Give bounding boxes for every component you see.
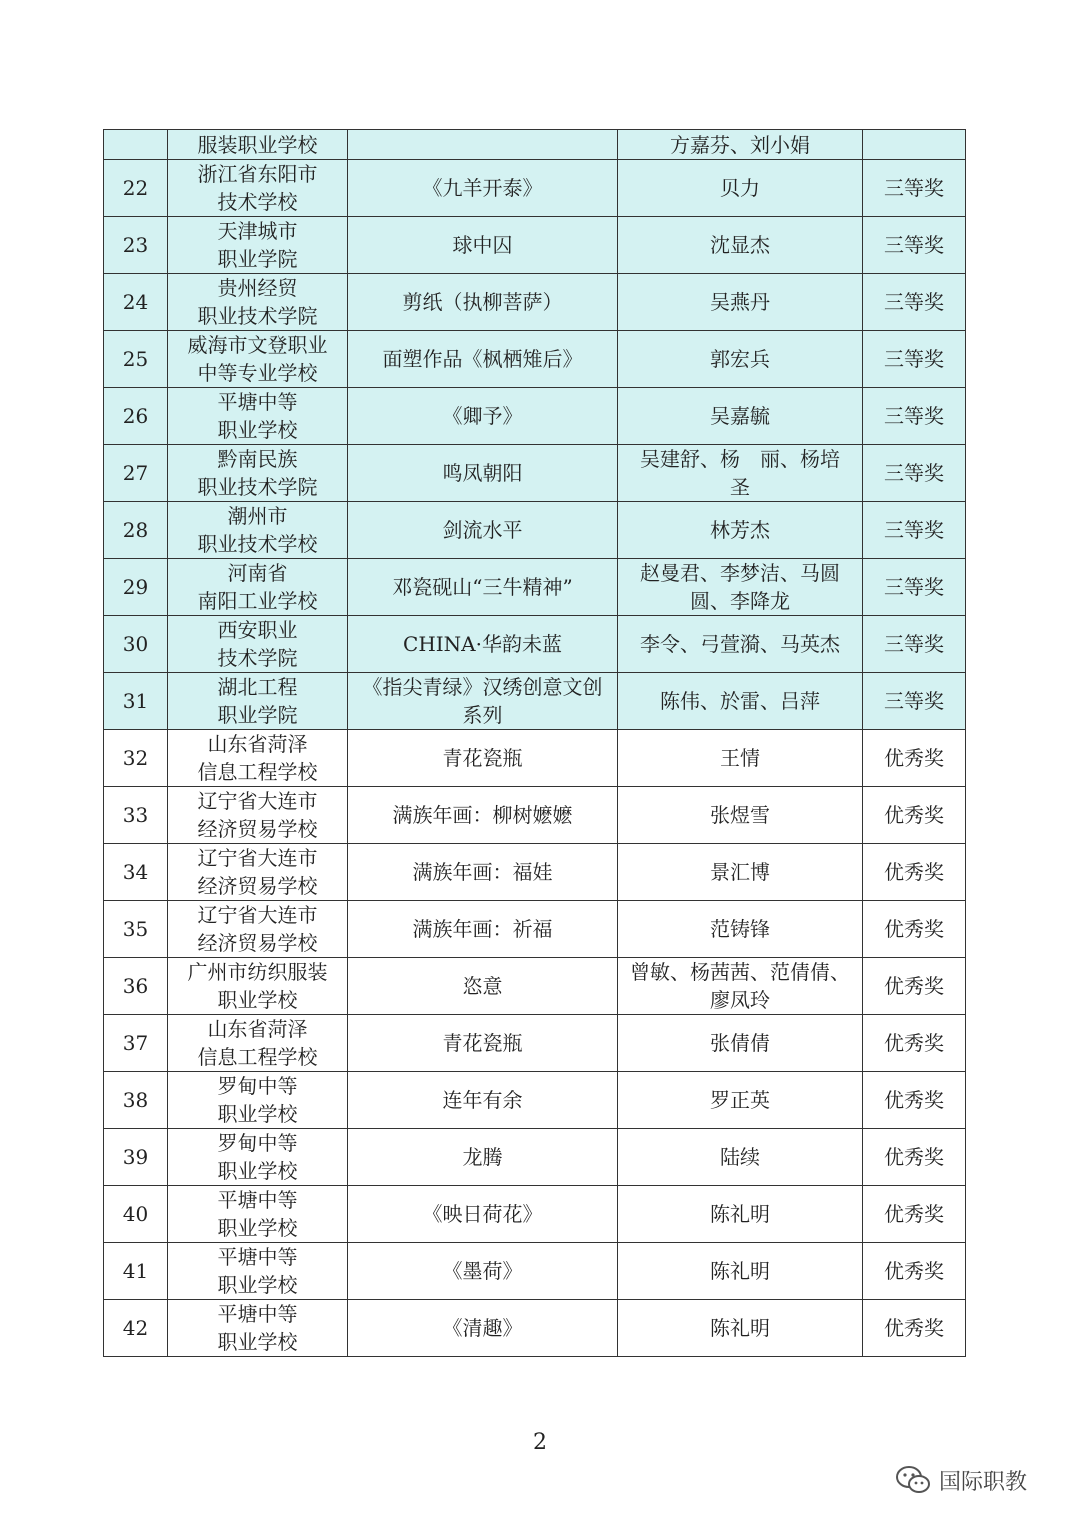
- awards-table: [103, 129, 966, 1357]
- table-row: [104, 730, 966, 787]
- cell-award: 三等奖: [863, 616, 966, 673]
- cell-school: 天津城市 职业学院: [168, 217, 348, 274]
- cell-award: 三等奖: [863, 445, 966, 502]
- cell-award: 三等奖: [863, 673, 966, 730]
- cell-school: 威海市文登职业 中等专业学校: [168, 331, 348, 388]
- cell-work: 满族年画：祈福: [348, 901, 618, 958]
- table-row: [104, 445, 966, 502]
- cell-num: 35: [104, 901, 168, 958]
- cell-num: 39: [104, 1129, 168, 1186]
- cell-work: 满族年画：福娃: [348, 844, 618, 901]
- cell-work: 《映日荷花》: [348, 1186, 618, 1243]
- cell-work: 满族年画：柳树嬷嬷: [348, 787, 618, 844]
- cell-num: 22: [104, 160, 168, 217]
- table-row: [104, 331, 966, 388]
- cell-award: 优秀奖: [863, 1015, 966, 1072]
- cell-work: [348, 130, 618, 160]
- cell-school: 河南省 南阳工业学校: [168, 559, 348, 616]
- cell-work: 《指尖青绿》汉绣创意文创 系列: [348, 673, 618, 730]
- cell-award: 优秀奖: [863, 958, 966, 1015]
- table-row: [104, 1129, 966, 1186]
- cell-authors: 陈礼明: [618, 1186, 863, 1243]
- cell-award: 优秀奖: [863, 1129, 966, 1186]
- cell-school: 服装职业学校: [168, 130, 348, 160]
- cell-award: 三等奖: [863, 217, 966, 274]
- cell-num: 37: [104, 1015, 168, 1072]
- cell-num: 30: [104, 616, 168, 673]
- cell-num: 29: [104, 559, 168, 616]
- cell-award: 优秀奖: [863, 1243, 966, 1300]
- cell-award: 优秀奖: [863, 787, 966, 844]
- cell-work: 《九羊开泰》: [348, 160, 618, 217]
- cell-school: 黔南民族 职业技术学院: [168, 445, 348, 502]
- cell-school: 平塘中等 职业学校: [168, 1243, 348, 1300]
- cell-authors: 景汇博: [618, 844, 863, 901]
- cell-authors: 赵曼君、李梦洁、马圆 圆、李降龙: [618, 559, 863, 616]
- table-row: [104, 787, 966, 844]
- table-row: [104, 1072, 966, 1129]
- cell-num: 38: [104, 1072, 168, 1129]
- cell-authors: 吴嘉毓: [618, 388, 863, 445]
- cell-authors: 陆续: [618, 1129, 863, 1186]
- awards-table-body: [104, 130, 966, 1357]
- cell-num: 36: [104, 958, 168, 1015]
- cell-num: 40: [104, 1186, 168, 1243]
- cell-num: 33: [104, 787, 168, 844]
- cell-school: 潮州市 职业技术学校: [168, 502, 348, 559]
- cell-work: 剑流水平: [348, 502, 618, 559]
- table-row: [104, 1015, 966, 1072]
- table-row: [104, 217, 966, 274]
- cell-award: 三等奖: [863, 331, 966, 388]
- cell-work: 青花瓷瓶: [348, 1015, 618, 1072]
- cell-authors: 陈伟、於雷、吕萍: [618, 673, 863, 730]
- cell-school: 辽宁省大连市 经济贸易学校: [168, 844, 348, 901]
- cell-authors: 王情: [618, 730, 863, 787]
- cell-authors: 吴建舒、杨 丽、杨培 圣: [618, 445, 863, 502]
- cell-school: 广州市纺织服装 职业学校: [168, 958, 348, 1015]
- cell-authors: 吴燕丹: [618, 274, 863, 331]
- wechat-icon: [895, 1464, 931, 1496]
- cell-school: 湖北工程 职业学院: [168, 673, 348, 730]
- cell-authors: 沈显杰: [618, 217, 863, 274]
- cell-award: 优秀奖: [863, 1072, 966, 1129]
- cell-authors: 贝力: [618, 160, 863, 217]
- cell-work: 球中囚: [348, 217, 618, 274]
- cell-authors: 李令、弓萱漪、马英杰: [618, 616, 863, 673]
- cell-authors: 曾敏、杨茜茜、范倩倩、 廖凤玲: [618, 958, 863, 1015]
- watermark: [895, 1460, 1027, 1500]
- cell-authors: 张煜雪: [618, 787, 863, 844]
- cell-num: 25: [104, 331, 168, 388]
- cell-num: 32: [104, 730, 168, 787]
- cell-authors: 陈礼明: [618, 1300, 863, 1357]
- cell-school: 罗甸中等 职业学校: [168, 1129, 348, 1186]
- cell-work: 《清趣》: [348, 1300, 618, 1357]
- table-row: [104, 616, 966, 673]
- cell-school: 山东省菏泽 信息工程学校: [168, 1015, 348, 1072]
- cell-school: 西安职业 技术学院: [168, 616, 348, 673]
- cell-authors: 郭宏兵: [618, 331, 863, 388]
- cell-work: 《墨荷》: [348, 1243, 618, 1300]
- cell-num: 26: [104, 388, 168, 445]
- cell-school: 平塘中等 职业学校: [168, 1300, 348, 1357]
- cell-authors: 方嘉芬、刘小娟: [618, 130, 863, 160]
- cell-school: 辽宁省大连市 经济贸易学校: [168, 787, 348, 844]
- cell-num: 27: [104, 445, 168, 502]
- cell-authors: 张倩倩: [618, 1015, 863, 1072]
- cell-award: 优秀奖: [863, 844, 966, 901]
- cell-num: 34: [104, 844, 168, 901]
- cell-school: 山东省菏泽 信息工程学校: [168, 730, 348, 787]
- cell-award: [863, 130, 966, 160]
- cell-award: 三等奖: [863, 274, 966, 331]
- cell-num: 42: [104, 1300, 168, 1357]
- cell-work: 面塑作品《枫栖雉后》: [348, 331, 618, 388]
- cell-work: 龙腾: [348, 1129, 618, 1186]
- cell-work: 恣意: [348, 958, 618, 1015]
- cell-award: 优秀奖: [863, 1186, 966, 1243]
- cell-award: 三等奖: [863, 160, 966, 217]
- cell-school: 浙江省东阳市 技术学校: [168, 160, 348, 217]
- cell-school: 贵州经贸 职业技术学院: [168, 274, 348, 331]
- table-row: [104, 502, 966, 559]
- cell-award: 优秀奖: [863, 1300, 966, 1357]
- cell-work: 剪纸（执柳菩萨）: [348, 274, 618, 331]
- table-row: [104, 1300, 966, 1357]
- cell-num: 24: [104, 274, 168, 331]
- table-row: [104, 901, 966, 958]
- cell-num: 23: [104, 217, 168, 274]
- cell-award: 优秀奖: [863, 901, 966, 958]
- cell-work: 邓瓷砚山“三牛精神”: [348, 559, 618, 616]
- cell-work: 《卿予》: [348, 388, 618, 445]
- cell-school: 辽宁省大连市 经济贸易学校: [168, 901, 348, 958]
- table-row: [104, 844, 966, 901]
- table-row-continuation: [104, 130, 966, 160]
- cell-num: 41: [104, 1243, 168, 1300]
- table-row: [104, 388, 966, 445]
- cell-award: 优秀奖: [863, 730, 966, 787]
- cell-num: 31: [104, 673, 168, 730]
- table-row: [104, 673, 966, 730]
- cell-work: 青花瓷瓶: [348, 730, 618, 787]
- cell-work: CHINA·华韵未蓝: [348, 616, 618, 673]
- cell-authors: 陈礼明: [618, 1243, 863, 1300]
- table-row: [104, 1186, 966, 1243]
- cell-num: [104, 130, 168, 160]
- table-row: [104, 1243, 966, 1300]
- cell-authors: 罗正英: [618, 1072, 863, 1129]
- watermark-text: 国际职教: [939, 1469, 1028, 1495]
- cell-school: 平塘中等 职业学校: [168, 1186, 348, 1243]
- cell-num: 28: [104, 502, 168, 559]
- page-number: 2: [533, 1430, 547, 1455]
- cell-school: 罗甸中等 职业学校: [168, 1072, 348, 1129]
- cell-authors: 范铸锋: [618, 901, 863, 958]
- table-row: [104, 958, 966, 1015]
- cell-award: 三等奖: [863, 559, 966, 616]
- table-row: [104, 274, 966, 331]
- cell-work: 鸣凤朝阳: [348, 445, 618, 502]
- cell-work: 连年有余: [348, 1072, 618, 1129]
- cell-authors: 林芳杰: [618, 502, 863, 559]
- cell-school: 平塘中等 职业学校: [168, 388, 348, 445]
- cell-award: 三等奖: [863, 388, 966, 445]
- table-row: [104, 559, 966, 616]
- cell-award: 三等奖: [863, 502, 966, 559]
- table-row: [104, 160, 966, 217]
